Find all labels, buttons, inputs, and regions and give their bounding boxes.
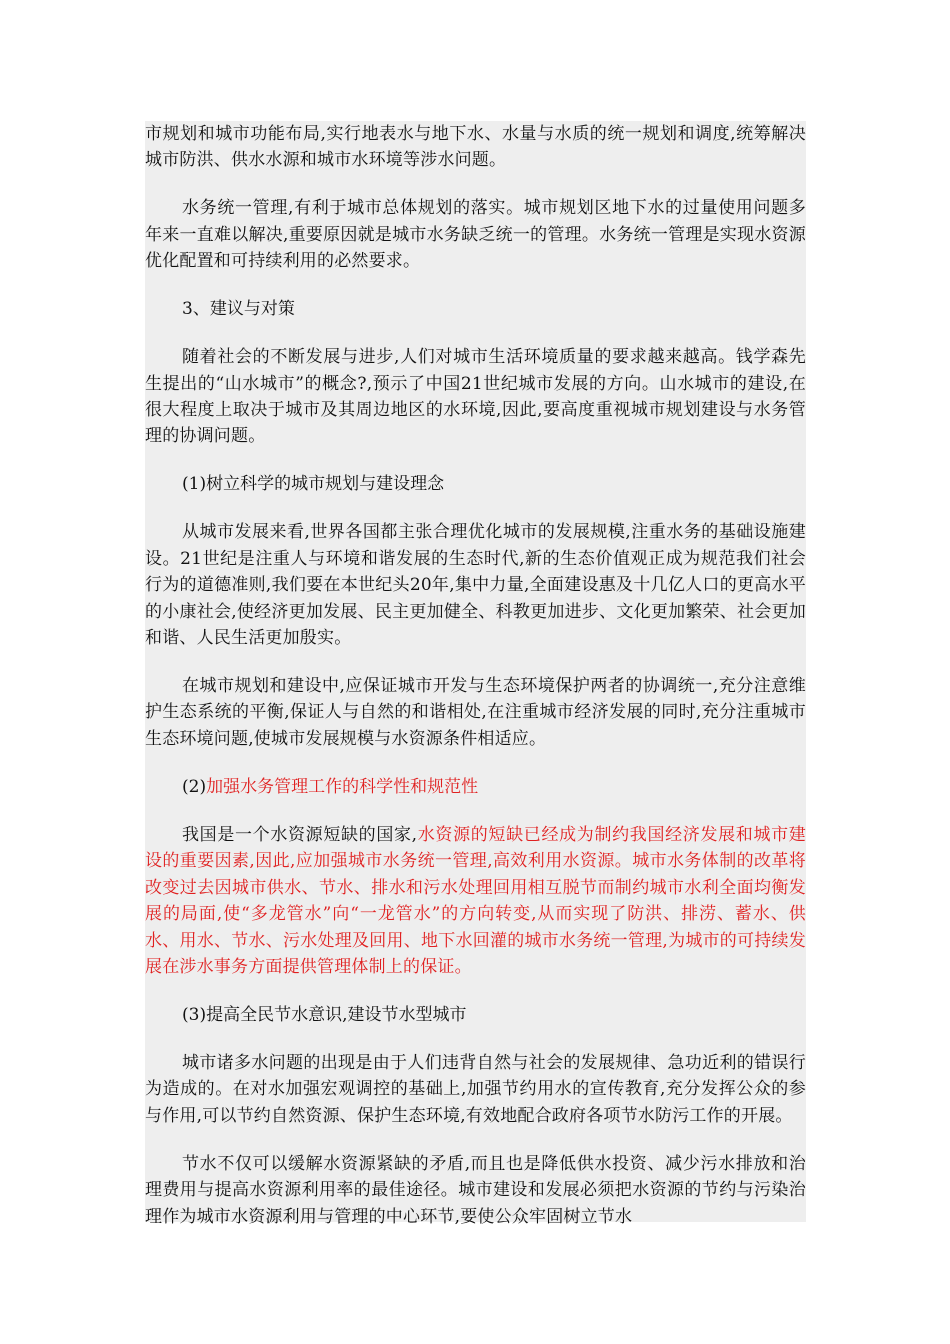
subheading-1: (1)树立科学的城市规划与建设理念 <box>182 474 445 495</box>
subheading-3: (3)提高全民节水意识,建设节水型城市 <box>182 1004 467 1025</box>
section-heading-3: 3、建议与对策 <box>182 299 295 320</box>
paragraph-continued: 市规划和城市功能布局,实行地表水与地下水、水量与水质的统一规划和调度,统筹解决城市防洪、供水水源和城市水环境等涉水问题。 <box>145 124 806 171</box>
subheading-2-title: 加强水务管理工作的科学性和规范性 <box>206 776 479 797</box>
paragraph-water-problems: 城市诸多水问题的出现是由于人们违背自然与社会的发展规律、急功近利的错误行为造成的。在对水加强宏观调控的基础上,加强节约用水的宣传教育,充分发挥公众的参与作用,可以节约自然资源、保护生态环境,有效地配合政府各项节水防污工作的开展。 <box>145 1052 806 1126</box>
paragraph-urban-development: 从城市发展来看,世界各国都主张合理优化城市的发展规模,注重水务的基础设施建设。21世纪是注重人与环境和谐发展的生态时代,新的生态价值观正成为规范我们社会行为的道德准则,我们要在本世纪头20年,集中力量,全面建设惠及十几亿人口的更高水平的小康社会,使经济更加发展、民主更加健全、科教更加进步、文化更加繁荣、社会更加和谐、人民生活更加殷实。 <box>145 522 806 649</box>
paragraph-water-saving: 节水不仅可以缓解水资源紧缺的矛盾,而且也是降低供水投资、减少污水排放和治理费用与提高水资源利用率的最佳途径。城市建设和发展必须把水资源的节约与污染治理作为城市水资源利用与管理的中心环节,要使公众牢固树立节水 <box>145 1153 806 1227</box>
subheading-2-number: (2) <box>182 776 207 797</box>
subheading-2 <box>145 774 806 800</box>
paragraph-unified-management: 水务统一管理,有利于城市总体规划的落实。城市规划区地下水的过量使用问题多年来一直难以解决,重要原因就是城市水务缺乏统一的管理。水务统一管理是实现水资源优化配置和可持续利用的必然要求。 <box>145 198 806 272</box>
paragraph-water-shortage-highlight: 水资源的短缺已经成为制约我国经济发展和城市建设的重要因素,因此,应加强城市水务统一管理,高效利用水资源。城市水务体制的改革将改变过去因城市供水、节水、排水和污水处理回用相互脱节而制约城市水利全面均衡发展的局面,使“多龙管水”向“一龙管水”的方向转变,从而实现了防洪、排涝、蓄水、供水、用水、节水、污水处理及回用、地下水回灌的城市水务统一管理,为城市的可持续发展在涉水事务方面提供管理体制上的保证。 <box>145 824 806 977</box>
paragraph-water-shortage <box>145 822 806 980</box>
paragraph-landscape-city: 随着社会的不断发展与进步,人们对城市生活环境质量的要求越来越高。钱学森先生提出的“山水城市”的概念?,预示了中国21世纪城市发展的方向。山水城市的建设,在很大程度上取决于城市及其周边地区的水环境,因此,要高度重视城市规划建设与水务管理的协调问题。 <box>145 347 806 447</box>
document-body <box>145 121 806 1230</box>
paragraph-planning-construction: 在城市规划和建设中,应保证城市开发与生态环境保护两者的协调统一,充分注意维护生态系统的平衡,保证人与自然的和谐相处,在注重城市经济发展的同时,充分注重城市生态环境问题,使城市发展规模与水资源条件相适应。 <box>145 676 806 749</box>
paragraph-water-shortage-intro: 我国是一个水资源短缺的国家, <box>182 824 418 845</box>
